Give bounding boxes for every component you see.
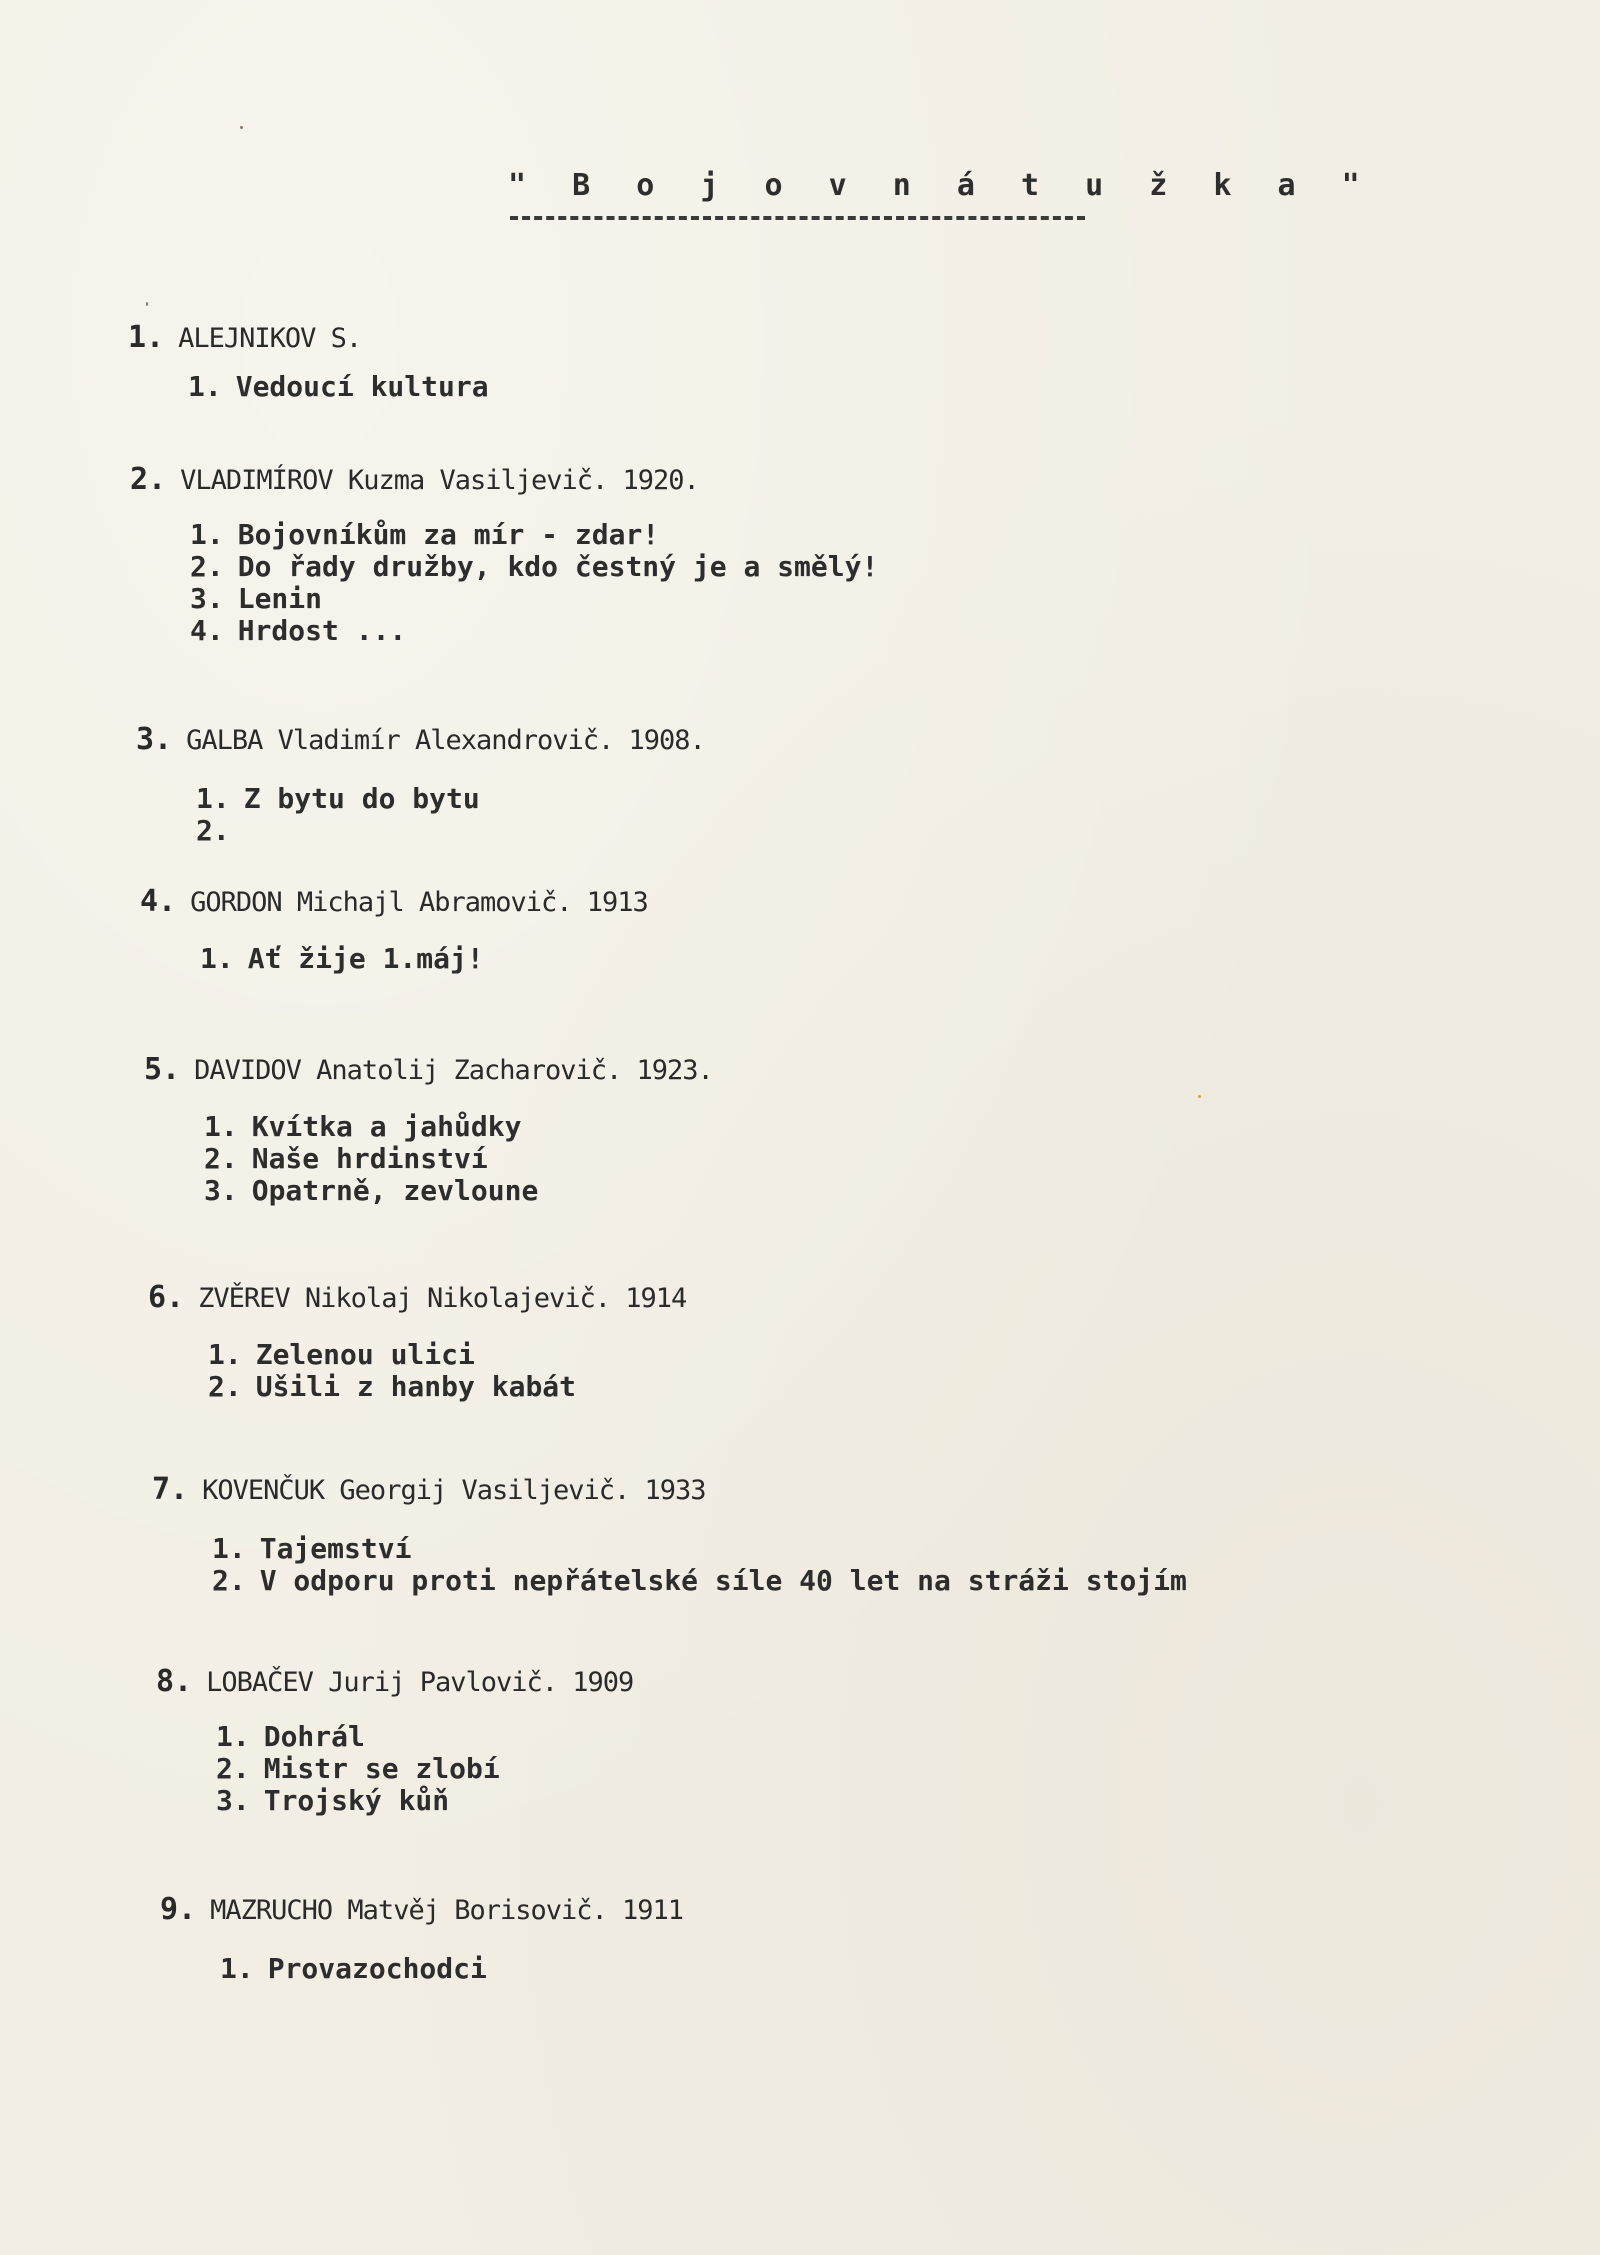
entry-heading [136,720,705,761]
entry-heading [140,882,648,923]
item-number: 3. [204,1174,238,1207]
entry-8 [156,1662,633,1817]
entry-3 [136,720,705,847]
item-number: 1. [204,1110,238,1143]
list-item [216,1785,633,1817]
entry-items [208,1339,686,1403]
entry-items [212,1533,1187,1597]
entry-items [216,1721,633,1817]
list-item [216,1721,633,1753]
item-number: 1. [190,518,224,551]
paper-speck [146,302,148,306]
item-number: 3. [216,1784,250,1817]
entry-items [196,783,705,847]
item-number: 1. [196,782,230,815]
document-title: " B o j o v n á t u ž k a " [508,168,1374,203]
list-item [220,1953,683,1985]
entry-items [188,371,489,403]
item-title: Kvítka a jahůdky [251,1110,522,1143]
item-number: 1. [188,370,222,403]
item-title: V odporu proti nepřátelské síle 40 let na stráži stojím [259,1564,1187,1597]
list-item [190,583,878,615]
entry-heading [160,1890,683,1931]
item-title: Zelenou ulici [255,1338,475,1371]
entry-author: MAZRUCHO Matvěj Borisovič. 1911 [210,1895,684,1926]
list-item [200,943,648,975]
item-title: Z bytu do bytu [243,782,480,815]
entry-4 [140,882,648,975]
entry-number: 2. [130,462,167,497]
entry-number: 3. [136,722,173,757]
entry-2 [130,460,878,647]
item-number: 2. [212,1564,246,1597]
item-number: 2. [208,1370,242,1403]
item-title: Provazochodci [267,1952,487,1985]
item-number: 2. [190,550,224,583]
item-title: Mistr se zlobí [263,1752,500,1785]
list-item [208,1371,686,1403]
entry-author: DAVIDOV Anatolij Zacharovič. 1923. [194,1055,713,1086]
entry-heading [144,1050,713,1091]
item-title: Ušili z hanby kabát [255,1370,577,1403]
list-item [212,1565,1187,1597]
list-item [196,815,705,847]
list-item [204,1111,713,1143]
entry-author: LOBAČEV Jurij Pavlovič. 1909 [206,1667,634,1698]
entry-heading [148,1278,686,1319]
entry-items [220,1953,683,1985]
item-number: 1. [208,1338,242,1371]
item-number: 1. [216,1720,250,1753]
item-title: Trojský kůň [263,1784,450,1817]
entry-1 [128,318,489,403]
title-underline [510,216,1085,220]
item-number: 2. [196,814,230,847]
entry-heading [128,318,489,359]
entry-author: VLADIMÍROV Kuzma Vasiljevič. 1920. [180,465,699,496]
entry-number: 1. [128,320,165,355]
entry-9 [160,1890,683,1985]
entry-number: 7. [152,1472,189,1507]
list-item [216,1753,633,1785]
list-item [196,783,705,815]
entry-author: ALEJNIKOV S. [178,323,362,354]
item-number: 1. [212,1532,246,1565]
item-title: Opatrně, zevloune [251,1174,539,1207]
paper-speck [240,126,243,129]
entry-7 [152,1470,1187,1597]
list-item [204,1175,713,1207]
entry-number: 5. [144,1052,181,1087]
item-title: Lenin [237,582,323,615]
item-title: Bojovníkům za mír - zdar! [237,518,660,551]
entry-author: GORDON Michajl Abramovič. 1913 [190,887,648,918]
entry-heading [152,1470,1187,1511]
entry-heading [130,460,878,501]
entry-number: 4. [140,884,177,919]
item-number: 2. [216,1752,250,1785]
item-title: Tajemství [259,1532,412,1565]
entry-heading [156,1662,633,1703]
list-item [188,371,489,403]
entry-items [200,943,648,975]
entry-author: KOVENČUK Georgij Vasiljevič. 1933 [202,1475,706,1506]
item-number: 3. [190,582,224,615]
entry-author: ZVĚREV Nikolaj Nikolajevič. 1914 [198,1283,687,1314]
entry-author: GALBA Vladimír Alexandrovič. 1908. [186,725,705,756]
list-item [190,519,878,551]
entry-5 [144,1050,713,1207]
item-title: Dohrál [263,1720,365,1753]
entry-items [204,1111,713,1207]
item-number: 1. [200,942,234,975]
item-title: Vedoucí kultura [235,370,489,403]
paper-speck [1198,1095,1201,1098]
item-title: Hrdost ... [237,614,407,647]
entry-number: 6. [148,1280,185,1315]
entry-6 [148,1278,686,1403]
item-title: Naše hrdinství [251,1142,488,1175]
item-number: 4. [190,614,224,647]
list-item [204,1143,713,1175]
item-title: Ať žije 1.máj! [247,942,484,975]
item-number: 2. [204,1142,238,1175]
list-item [190,615,878,647]
list-item [208,1339,686,1371]
item-title: Do řady družby, kdo čestný je a smělý! [237,550,879,583]
entry-number: 8. [156,1664,193,1699]
list-item [190,551,878,583]
entry-number: 9. [160,1892,197,1927]
list-item [212,1533,1187,1565]
entry-items [190,519,878,647]
item-number: 1. [220,1952,254,1985]
